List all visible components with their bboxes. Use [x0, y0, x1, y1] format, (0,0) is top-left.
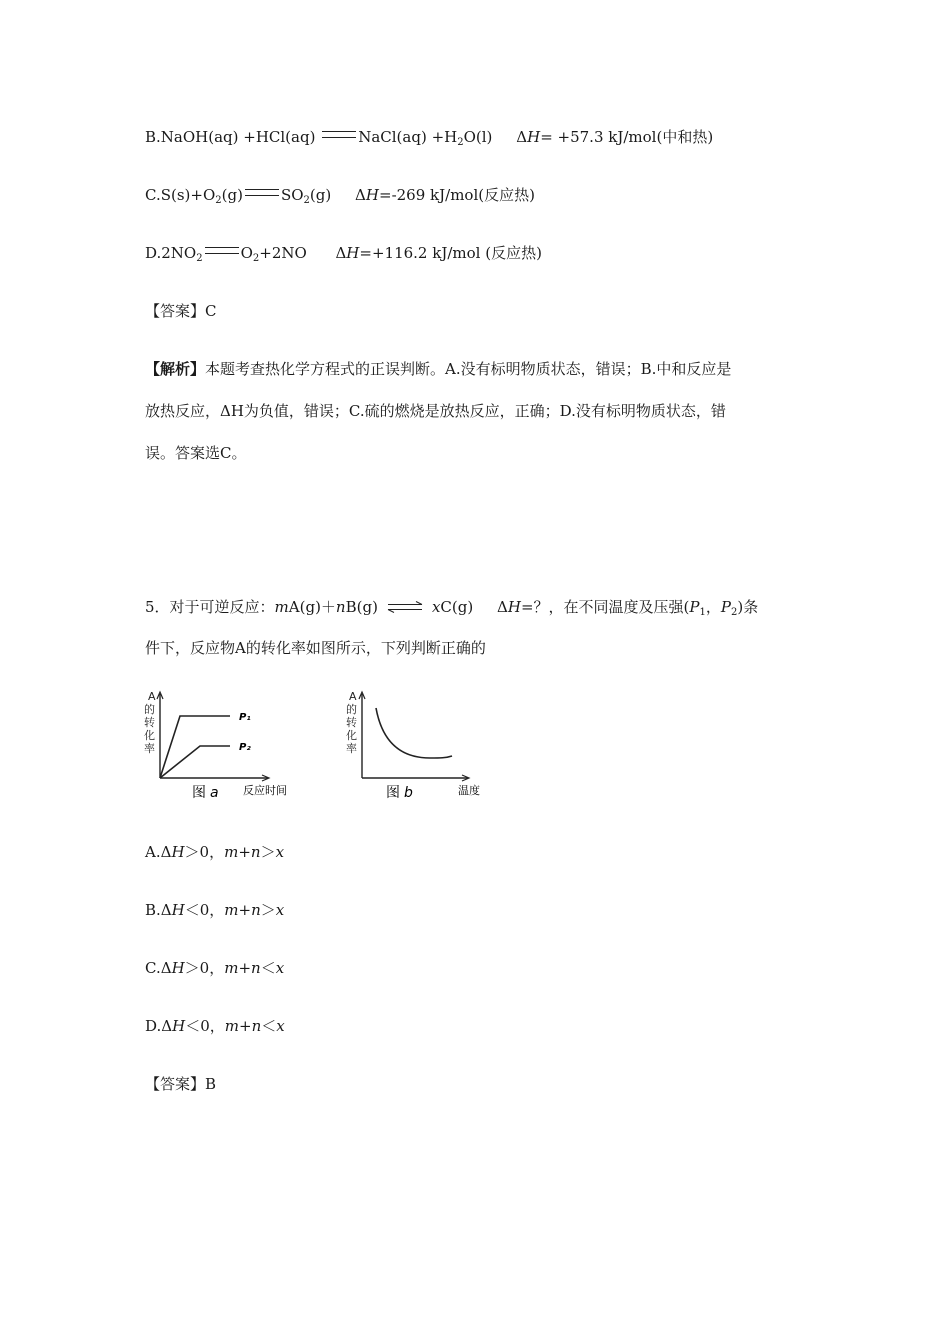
figure-a — [140, 686, 300, 810]
fig-a-xlabel: 反应时间 — [243, 784, 287, 797]
equals-sign-icon — [205, 247, 239, 254]
fig-a-caption: 图 — [192, 785, 206, 801]
fig-b-ylabel-2: 转 — [346, 716, 357, 729]
choice-a: A.ΔH＞0，m+n＞x — [145, 843, 285, 861]
fig-b-ylabel-3: 化 — [346, 729, 357, 742]
choice-d: D.ΔH＜0，m+n＜x — [145, 1017, 285, 1035]
fig-b-ylabel-1: 的 — [346, 703, 357, 716]
fig-a-ylabel-2: 转 — [144, 716, 155, 729]
fig-a-caption-var: a — [210, 785, 219, 801]
question-5-line-1: 5．对于可逆反应：mA(g)＋nB(g) xC(g) ΔH=？，在不同温度及压强($P_1$，$P_2$)条 — [145, 598, 759, 618]
equals-sign-icon — [245, 189, 279, 196]
figure-b — [340, 686, 490, 810]
analysis-line-3: 误。答案选C。 — [145, 444, 247, 462]
fig-a-series-p2 — [160, 746, 230, 778]
choice-c: C.ΔH＞0，m+n＜x — [145, 959, 285, 977]
option-b-equation: B.NaOH(aq) +HCl(aq) NaCl(aq) $+H_2O(l)$ ΔH= +57.3 kJ/mol(中和热) — [145, 128, 714, 148]
fig-a-legend-p2: P₂ — [239, 742, 251, 753]
equals-sign-icon — [322, 131, 356, 138]
fig-a-ylabel-4: 率 — [144, 742, 155, 755]
question-5-line-2: 件下，反应物A的转化率如图所示，下列判断正确的 — [145, 639, 486, 657]
option-c-equation: $C.S(s)+O_2(g)$ $SO_2(g)$ ΔH=-269 kJ/mol(反应热) — [145, 186, 535, 206]
option-d-equation: $D.2NO_2$ $O_2+2NO$ ΔH=+116.2 kJ/mol (反应热) — [145, 244, 542, 264]
fig-b-caption-var: b — [404, 785, 413, 801]
fig-b-ylabel-4: 率 — [346, 742, 357, 755]
fig-a-ylabel-3: 化 — [144, 729, 155, 742]
fig-b-curve — [376, 708, 452, 758]
analysis-line-2: 放热反应，ΔH为负值，错误；C.硫的燃烧是放热反应，正确；D.没有标明物质状态，错 — [145, 402, 726, 420]
fig-b-caption: 图 — [386, 785, 400, 801]
reversible-arrow-icon — [386, 598, 424, 618]
answer-1: 【答案】C — [145, 302, 217, 320]
fig-a-ylabel-0: A — [148, 690, 156, 703]
fig-b-ylabel-0: A — [349, 690, 357, 703]
choice-b: B.ΔH＜0，m+n＞x — [145, 901, 285, 919]
answer-2: 【答案】B — [145, 1075, 217, 1093]
fig-a-legend-p1: P₁ — [239, 712, 251, 723]
fig-a-ylabel-1: 的 — [144, 703, 155, 716]
fig-b-xlabel: 温度 — [458, 784, 480, 797]
analysis-line-1: 【解析】本题考查热化学方程式的正误判断。A.没有标明物质状态，错误；B.中和反应是 — [145, 360, 732, 378]
